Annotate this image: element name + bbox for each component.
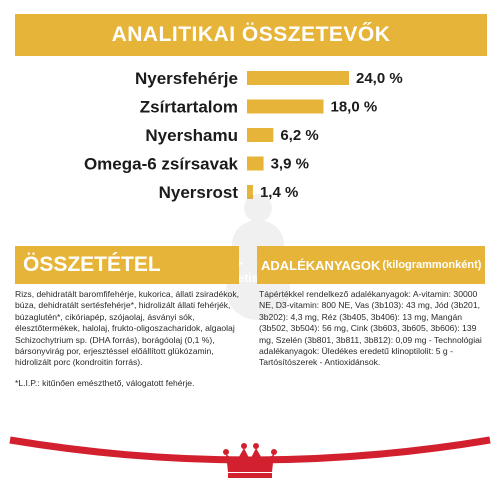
additives-title: ADALÉKANYAGOK [261,257,381,273]
analytical-components-title: ANALITIKAI ÖSSZETEVŐK [111,23,391,46]
additives-text: Tápértékkel rendelkező adalékanyagok: A-vitamin: 30000 NE, D3-vitamin: 800 NE, Vas (3b103): 43 mg, Jód (3b201, 3b202): 4,3 mg, Réz (3b405, 3b406): 13 mg, Mangán (3b502, 3b504): 56 mg, Cink (3b603, 3b605, 3b606): 139 mg, Szelén (3b801, 3b811, 3b812): 0,09 mg - Technológiai adalékanyagok: Üledékes eredetű klinoptilolit: 5 g - Tartósítószerek - Antioxidánsok. [259,289,482,368]
value-label: 24,0 % [356,70,403,87]
category-label: Omega-6 zsírsavak [83,154,238,174]
bar [247,128,273,142]
analytical-components-banner [15,14,487,56]
royal-canin-crown-logo [0,418,500,500]
composition-text: Rizs, dehidratált baromfifehérje, kukorica, állati zsiradékok, búza, dehidratált sertésfehérje*, hidrolizált állati fehérjék, búzaglutén*, cikóriapép, szójaolaj, ásványi sók, élesztőtermékek, halolaj, frukto-oligoszacharidok, algaolaj Schizochytrium sp. (DHA forrás), borágóolaj (0,1 %), bársonyvirág por, erjesztéssel előállított glükózamin, hidrolizált porc (kondroitin forrás). [15,289,240,368]
value-label: 6,2 % [280,127,319,144]
value-label: 1,4 % [259,184,299,201]
bar [247,71,349,85]
composition-banner [15,246,239,284]
category-label: Nyersfehérje [134,69,238,88]
value-label: 3,9 % [270,155,309,173]
composition-title: ÖSSZETÉTEL [23,253,161,276]
bar [247,157,264,171]
additives-subtitle: (kilogrammonként) [382,259,482,271]
bar [247,100,324,114]
category-label: Nyersrost [158,183,238,202]
additives-banner [257,246,485,284]
composition-footnote: *L.I.P.: kitűnően emészthető, válogatott fehérje. [15,378,195,388]
value-label: 18,0 % [330,98,378,116]
category-label: Nyershamu [145,126,238,145]
category-label: Zsírtartalom [139,97,238,117]
